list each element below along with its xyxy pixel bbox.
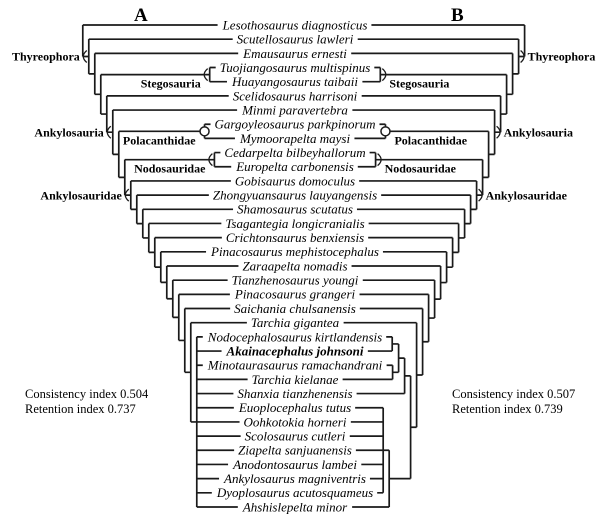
taxon-label: Ankylosaurus magniventris (224, 471, 366, 487)
retention-index-b: Retention index 0.739 (452, 401, 563, 416)
taxon-label: Minmi paravertebra (242, 102, 348, 118)
taxon-label: Anodontosaurus lambei (233, 456, 357, 472)
taxon-label: Dyoplosaurus acutosquameus (216, 485, 374, 501)
taxon-label: Nodocephalosaurus kirtlandensis (207, 329, 383, 345)
taxon-label: Akainacephalus johnsoni (226, 343, 364, 359)
clade-label-stegosauria-b: Stegosauria (389, 76, 450, 91)
clade-label-ankylosauria-a: Ankylosauria (34, 125, 104, 140)
taxon-label: Oohkotokia horneri (243, 414, 347, 430)
taxon-label: Shanxia tianzhenensis (237, 385, 353, 401)
taxon-label: Lesothosaurus diagnosticus (222, 17, 368, 33)
stats-block-a (25, 387, 148, 416)
taxon-label: Minotaurasaurus ramachandrani (207, 357, 383, 373)
taxon-label: Ziapelta sanjuanensis (238, 442, 352, 458)
clade-label-ankylosauria-b: Ankylosauria (503, 125, 573, 140)
tree-b-branches (343, 25, 525, 507)
consistency-index-b: Consistency index 0.507 (452, 387, 576, 401)
stats-block-b (452, 387, 575, 416)
taxon-label: Huayangosaurus taibaii (231, 74, 359, 90)
taxon-label: Shamosaurus scutatus (237, 201, 353, 217)
taxon-label: Tarchia kielanae (251, 371, 339, 387)
clade-label-ankylosauridae-a: Ankylosauridae (40, 188, 122, 203)
taxon-label: Saichania chulsanensis (234, 300, 356, 316)
taxon-label: Zaraapelta nomadis (242, 258, 348, 274)
clade-label-thyreophora-a: Thyreophora (11, 49, 80, 64)
taxon-label: Mymoorapelta maysi (239, 130, 351, 146)
taxon-label: Pinacosaurus grangeri (234, 286, 356, 302)
taxon-label: Scelidosaurus harrisoni (232, 88, 358, 104)
taxon-label: Pinacosaurus mephistocephalus (211, 244, 379, 260)
taxon-label: Tianzhenosaurus youngi (231, 272, 359, 288)
clade-label-stegosauria-a: Stegosauria (140, 76, 201, 91)
clade-label-nodosauridae-b: Nodosauridae (384, 161, 456, 176)
taxon-label: Scutellosaurus lawleri (236, 31, 354, 47)
taxon-label: Tarchia gigantea (250, 315, 340, 331)
taxon-label: Euoplocephalus tutus (238, 400, 352, 416)
taxon-label: Tuojiangosaurus multispinus (219, 59, 371, 75)
taxon-label: Gobisaurus domoculus (234, 173, 356, 189)
taxon-label: Crichtonsaurus benxiensis (225, 230, 365, 246)
polacanthidae-b-node-circle (381, 127, 390, 136)
clade-label-polacanthidae-a: Polacanthidae (122, 133, 196, 148)
taxon-label: Zhongyuansaurus lauyangensis (212, 187, 378, 203)
taxon-label: Emausaurus ernesti (243, 45, 347, 61)
taxon-label: Cedarpelta bilbeyhallorum (224, 144, 366, 160)
taxon-label: Ahshislepelta minor (242, 499, 348, 515)
tree-a-branches (83, 25, 248, 507)
consistency-index-a: Consistency index 0.504 (25, 387, 149, 401)
clade-label-ankylosauridae-b: Ankylosauridae (485, 188, 567, 203)
taxon-label: Scolosaurus cutleri (244, 428, 346, 444)
taxon-label: Tsagantegia longicranialis (225, 215, 365, 231)
clade-label-polacanthidae-b: Polacanthidae (394, 133, 468, 148)
panel-a-title: A (134, 5, 148, 26)
taxon-label: Europelta carbonensis (236, 159, 354, 175)
taxon-label: Gargoyleosaurus parkpinorum (214, 116, 376, 132)
clade-label-nodosauridae-a: Nodosauridae (134, 161, 206, 176)
polacanthidae-a-node-circle (200, 127, 209, 136)
panel-b-title: B (451, 5, 464, 26)
retention-index-a: Retention index 0.737 (25, 401, 136, 416)
clade-label-thyreophora-b: Thyreophora (527, 49, 596, 64)
